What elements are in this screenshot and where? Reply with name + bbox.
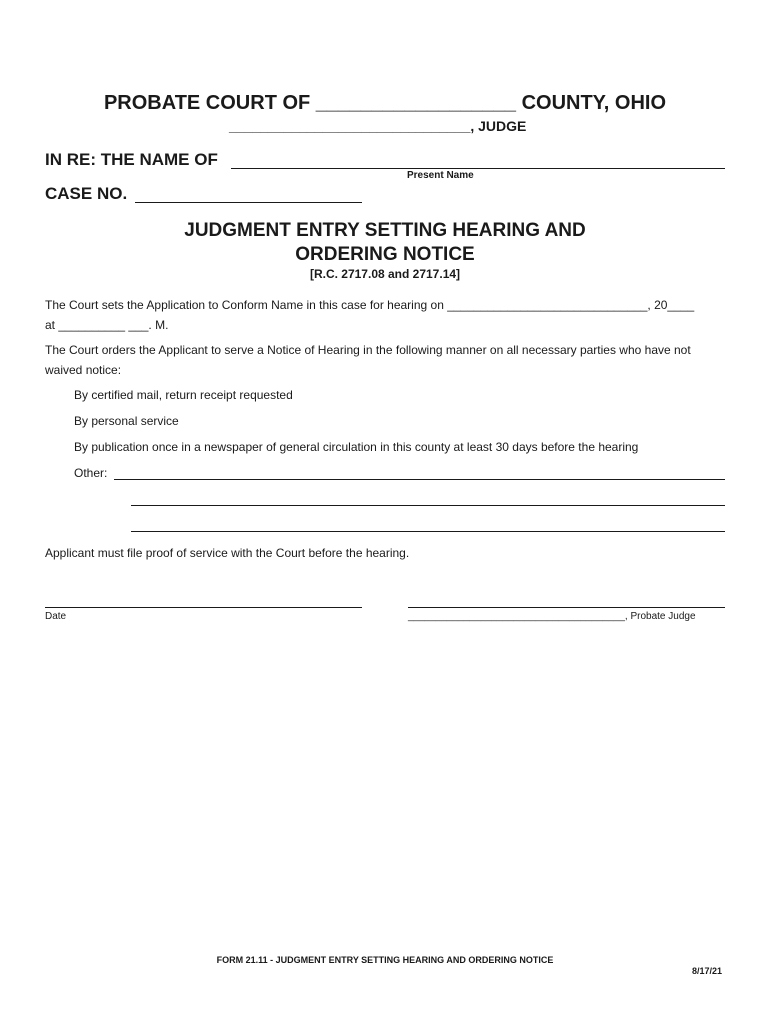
other-label: Other: bbox=[74, 466, 108, 480]
other-field-line2[interactable] bbox=[131, 505, 725, 506]
present-name-caption: Present Name bbox=[407, 170, 474, 181]
judge-line: _______________________________, JUDGE bbox=[229, 118, 527, 134]
date-label: Date bbox=[45, 611, 67, 622]
orders-text-line1: The Court orders the Applicant to serve a Notice of Hearing in the following manner on all necessary parties who have not bbox=[45, 343, 691, 357]
orders-text-line2: waived notice: bbox=[45, 363, 122, 377]
other-field-line3[interactable] bbox=[131, 531, 725, 532]
judge-signature-line[interactable] bbox=[408, 607, 725, 608]
present-name-field[interactable] bbox=[231, 168, 725, 169]
hearing-text-line1: The Court sets the Application to Conform Name in this case for hearing on ______________________________, 20____ bbox=[45, 298, 695, 312]
form-revision-date: 8/17/21 bbox=[691, 966, 722, 976]
option-personal-service[interactable]: By personal service bbox=[74, 414, 179, 428]
document-title-line1: JUDGMENT ENTRY SETTING HEARING AND bbox=[184, 220, 586, 241]
hearing-text-line2: at __________ ___. M. bbox=[45, 318, 169, 332]
option-publication[interactable]: By publication once in a newspaper of general circulation in this county at least 30 days before the hearing bbox=[74, 440, 639, 454]
statute-reference: [R.C. 2717.08 and 2717.14] bbox=[309, 267, 461, 281]
in-re-label: IN RE: THE NAME OF bbox=[45, 150, 218, 169]
case-no-field[interactable] bbox=[135, 202, 362, 203]
proof-of-service-text: Applicant must file proof of service with the Court before the hearing. bbox=[45, 546, 410, 560]
document-title-line2: ORDERING NOTICE bbox=[295, 244, 475, 265]
option-certified-mail[interactable]: By certified mail, return receipt requested bbox=[74, 388, 293, 402]
case-no-label: CASE NO. bbox=[45, 184, 128, 203]
court-heading: PROBATE COURT OF __________________ COUNTY, OHIO bbox=[103, 92, 667, 114]
probate-judge-label: _______________________________________, Probate Judge bbox=[408, 611, 696, 622]
other-field-line1[interactable] bbox=[114, 479, 725, 480]
date-signature-line[interactable] bbox=[45, 607, 362, 608]
form-footer-title: FORM 21.11 - JUDGMENT ENTRY SETTING HEARING AND ORDERING NOTICE bbox=[216, 955, 554, 965]
